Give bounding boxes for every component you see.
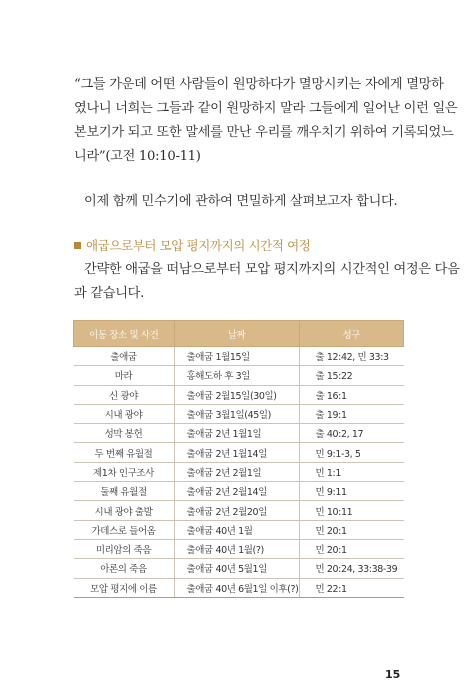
event-cell: 둘째 유월절 bbox=[74, 482, 175, 501]
date-cell: 출애굽 1월15일 bbox=[174, 347, 299, 366]
quote-line: 본보기가 되고 또한 말세를 만난 우리를 깨우치기 위하여 기록되었느 bbox=[74, 125, 454, 140]
verse-cell: 출 19:1 bbox=[299, 404, 404, 423]
date-cell: 출애굽 40년 6월1일 이후(?) bbox=[174, 578, 299, 597]
verse-cell: 출 15:22 bbox=[299, 366, 404, 385]
section-heading-text: 애굽으로부터 모압 평지까지의 시간적 여정 bbox=[86, 238, 311, 253]
date-cell: 출애굽 2년 1월14일 bbox=[174, 443, 299, 462]
event-cell: 성막 봉헌 bbox=[74, 424, 175, 443]
verse-cell: 민 9:11 bbox=[299, 482, 404, 501]
verse-cell: 민 22:1 bbox=[299, 578, 404, 597]
scripture-quote bbox=[74, 73, 458, 169]
body-paragraph: 이제 함께 민수기에 관하여 면밀하게 살펴보고자 합니다. bbox=[84, 194, 398, 209]
verse-cell: 민 20:24, 33:38-39 bbox=[299, 559, 404, 578]
section-heading bbox=[74, 236, 310, 254]
event-cell: 미리암의 죽음 bbox=[74, 539, 175, 558]
event-cell: 아론의 죽음 bbox=[74, 559, 175, 578]
date-cell: 출애굽 40년 1월 bbox=[174, 520, 299, 539]
table-row bbox=[74, 366, 404, 385]
table-row bbox=[74, 385, 404, 404]
intro-line: 간략한 애굽을 떠남으로부터 모압 평지까지의 시간적인 여정은 다음 bbox=[84, 262, 460, 277]
verse-cell: 출 16:1 bbox=[299, 385, 404, 404]
table-row bbox=[74, 443, 404, 462]
column-header: 날짜 bbox=[174, 321, 299, 347]
verse-cell: 출 40:2, 17 bbox=[299, 424, 404, 443]
event-cell: 시내 광야 bbox=[74, 404, 175, 423]
date-cell: 출애굽 2년 1월1일 bbox=[174, 424, 299, 443]
page-number: 15 bbox=[385, 668, 401, 681]
column-header: 이동 장소 및 사건 bbox=[74, 321, 175, 347]
table-row bbox=[74, 578, 404, 597]
table-row bbox=[74, 347, 404, 366]
intro-line: 과 같습니다. bbox=[74, 286, 144, 301]
quote-line: 니라”(고전 10:10-11) bbox=[74, 149, 201, 164]
verse-cell: 민 20:1 bbox=[299, 520, 404, 539]
date-cell: 출애굽 2월15일(30일) bbox=[174, 385, 299, 404]
date-cell: 홍해도하 후 3일 bbox=[174, 366, 299, 385]
date-cell: 출애굽 40년 1월(?) bbox=[174, 539, 299, 558]
event-cell: 시내 광야 출발 bbox=[74, 501, 175, 520]
date-cell: 출애굽 2년 2월1일 bbox=[174, 462, 299, 481]
intro-paragraph bbox=[74, 258, 460, 306]
verse-cell: 민 20:1 bbox=[299, 539, 404, 558]
event-cell: 신 광야 bbox=[74, 385, 175, 404]
table-row bbox=[74, 559, 404, 578]
table-row bbox=[74, 462, 404, 481]
date-cell: 출애굽 40년 5월1일 bbox=[174, 559, 299, 578]
verse-cell: 민 10:11 bbox=[299, 501, 404, 520]
table-row bbox=[74, 424, 404, 443]
table-row bbox=[74, 539, 404, 558]
date-cell: 출애굽 2년 2월20일 bbox=[174, 501, 299, 520]
date-cell: 출애굽 2년 2월14일 bbox=[174, 482, 299, 501]
square-bullet-icon bbox=[74, 242, 81, 249]
event-cell: 마라 bbox=[74, 366, 175, 385]
journey-table bbox=[73, 320, 404, 598]
table-row bbox=[74, 482, 404, 501]
table-header-row bbox=[74, 321, 404, 347]
table-row bbox=[74, 520, 404, 539]
date-cell: 출애굽 3월1일(45일) bbox=[174, 404, 299, 423]
event-cell: 제1차 인구조사 bbox=[74, 462, 175, 481]
event-cell: 모압 평지에 이름 bbox=[74, 578, 175, 597]
event-cell: 두 번째 유월절 bbox=[74, 443, 175, 462]
quote-line: 였나니 너희는 그들과 같이 원망하지 말라 그들에게 일어난 이런 일은 bbox=[74, 101, 458, 116]
quote-line: “그들 가운데 어떤 사람들이 원망하다가 멸망시키는 자에게 멸망하 bbox=[74, 77, 444, 92]
verse-cell: 민 9:1-3, 5 bbox=[299, 443, 404, 462]
verse-cell: 출 12:42, 민 33:3 bbox=[299, 347, 404, 366]
event-cell: 가데스로 들어옴 bbox=[74, 520, 175, 539]
verse-cell: 민 1:1 bbox=[299, 462, 404, 481]
column-header: 성구 bbox=[299, 321, 404, 347]
table-row bbox=[74, 501, 404, 520]
table-row bbox=[74, 404, 404, 423]
event-cell: 출애굽 bbox=[74, 347, 175, 366]
